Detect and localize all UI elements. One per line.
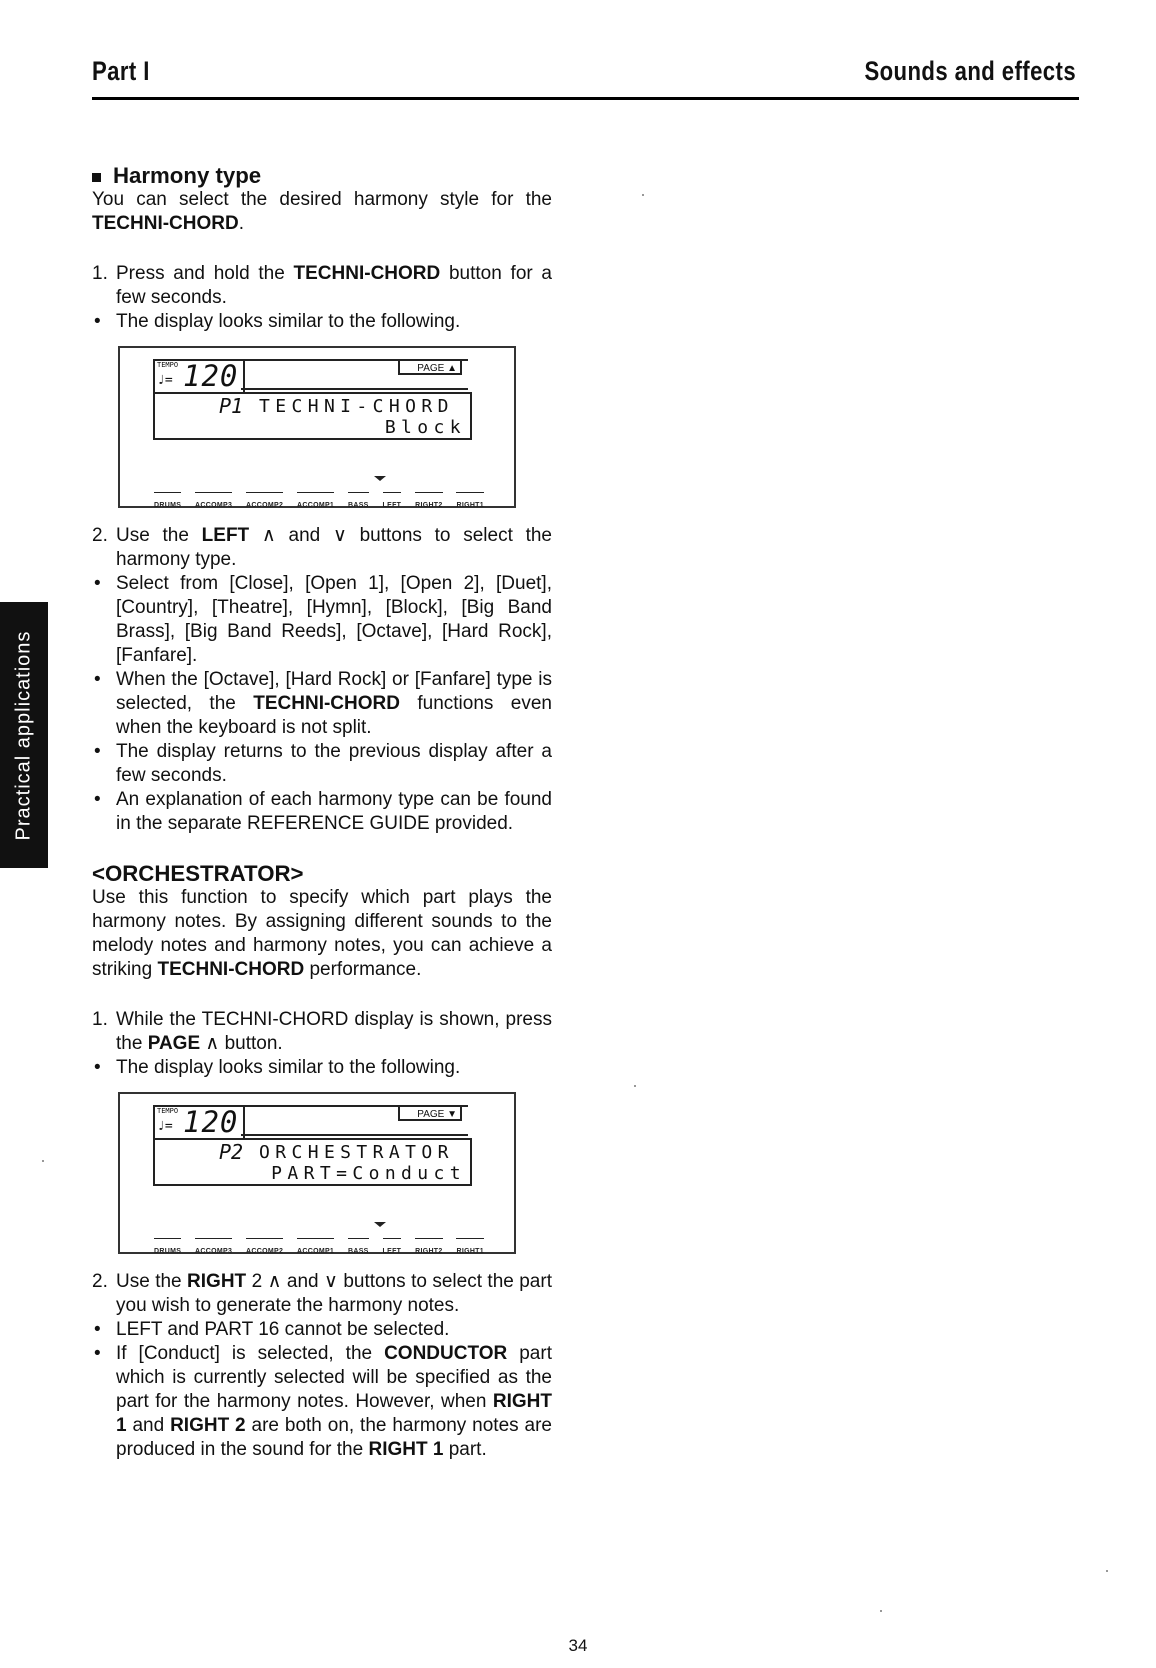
- tempo-value: 120: [183, 1105, 239, 1139]
- tempo-box: [153, 359, 245, 394]
- indicator-label: ACCOMP1: [297, 1238, 334, 1264]
- side-tab: [0, 602, 48, 868]
- indicator-label: RIGHT2: [415, 1238, 442, 1264]
- indicator-label: RIGHT1: [456, 1238, 483, 1264]
- harmony-type-title: Harmony type: [113, 163, 262, 188]
- harmony-bullet: • Select from [Close], [Open 1], [Open 2], [Duet], [Country], [Theatre], [Hymn], [Block], [Big Band Brass], [Big Band Reeds], [Octave], [Hard Rock], [Fanfare].: [92, 572, 552, 668]
- orchestrator-bullet: • If [Conduct] is selected, the CONDUCTOR part which is currently selected will be specified as the part for the harmony notes. However, when RIGHT 1 and RIGHT 2 are both on, the harmony notes are produced in the sound for the RIGHT 1 part.: [92, 1342, 552, 1462]
- scan-speck: [42, 1160, 44, 1162]
- indicator-label: LEFT: [383, 1238, 402, 1264]
- step-number: 1.: [92, 1009, 108, 1030]
- harmony-bullet: • An explanation of each harmony type can be found in the separate REFERENCE GUIDE provided.: [92, 788, 552, 836]
- scan-speck: [634, 1085, 636, 1087]
- step-number: 1.: [92, 263, 108, 284]
- indicator-label: ACCOMP2: [246, 1238, 283, 1264]
- orchestrator-heading: <ORCHESTRATOR>: [92, 861, 304, 886]
- down-arrow-icon: [374, 1222, 386, 1227]
- step-number: 2.: [92, 1271, 108, 1292]
- tempo-label: TEMPO: [157, 361, 179, 369]
- harmony-intro: You can select the desired harmony style for the TECHNI-CHORD.: [92, 189, 552, 234]
- orchestrator-step-2: 2. Use the RIGHT 2 ∧ and ∨ buttons to select the part you wish to generate the harmony notes.: [92, 1271, 552, 1316]
- scan-speck: [880, 1610, 882, 1612]
- header-divider: [92, 97, 1079, 100]
- harmony-type-section: [92, 164, 552, 836]
- lcd-message-box: [153, 392, 472, 440]
- indicator-label: BASS: [348, 492, 369, 518]
- harmony-bullet: • The display returns to the previous display after a few seconds.: [92, 740, 552, 788]
- indicator-label: DRUMS: [154, 492, 181, 518]
- lcd-line-1: TECHNI-CHORD: [259, 396, 454, 417]
- indicator-label: LEFT: [383, 492, 402, 518]
- indicator-label: ACCOMP2: [246, 492, 283, 518]
- orchestrator-intro: Use this function to specify which part plays the harmony notes. By assigning different sounds to the melody notes and harmony notes, you can achieve a striking TECHNI-CHORD performance.: [92, 887, 552, 980]
- harmony-bullet: • When the [Octave], [Hard Rock] or [Fanfare] type is selected, the TECHNI-CHORD functions even when the keyboard is not split.: [92, 668, 552, 740]
- indicator-label: ACCOMP3: [195, 492, 232, 518]
- indicator-label: RIGHT1: [456, 492, 483, 518]
- orchestrator-section: [92, 862, 552, 1462]
- indicator-label: DRUMS: [154, 1238, 181, 1264]
- lcd-page-number: P2: [219, 1140, 244, 1164]
- down-arrow-icon: [374, 476, 386, 481]
- lcd-display-orchestrator: [118, 1092, 516, 1254]
- orchestrator-bullet: • LEFT and PART 16 cannot be selected.: [92, 1318, 552, 1342]
- indicator-label: RIGHT2: [415, 492, 442, 518]
- indicator-label: ACCOMP1: [297, 492, 334, 518]
- harmony-type-heading: [92, 164, 552, 188]
- orchestrator-display-note: • The display looks similar to the following.: [92, 1056, 552, 1080]
- lcd-display-techni-chord: [118, 346, 516, 508]
- square-bullet-icon: [92, 173, 101, 182]
- tempo-value: 120: [183, 359, 239, 393]
- page-indicator: PAGE ▲: [398, 359, 462, 375]
- lcd-line-2: PART=Conduct: [271, 1163, 466, 1184]
- lcd-indicator-row: [154, 1238, 484, 1264]
- harmony-step-2: 2. Use the LEFT ∧ and ∨ buttons to select the harmony type.: [92, 525, 553, 570]
- main-column: [92, 164, 552, 1462]
- lcd-page-number: P1: [219, 394, 244, 418]
- harmony-step-1: 1. Press and hold the TECHNI-CHORD button for a few seconds.: [92, 263, 553, 308]
- scan-speck: [642, 194, 644, 196]
- lcd-indicator-row: [154, 492, 484, 518]
- tempo-box: [153, 1105, 245, 1140]
- tempo-note-icon: ♩=: [157, 1119, 173, 1134]
- harmony-display-note: • The display looks similar to the following.: [92, 310, 552, 334]
- lcd-message-box: [153, 1138, 472, 1186]
- orchestrator-step-1: 1. While the TECHNI-CHORD display is shown, press the PAGE ∧ button.: [92, 1009, 552, 1054]
- tempo-note-icon: ♩=: [157, 373, 173, 388]
- lcd-line-2: Block: [384, 417, 466, 438]
- tempo-label: TEMPO: [157, 1107, 179, 1115]
- lcd-line-1: ORCHESTRATOR: [259, 1142, 454, 1163]
- indicator-label: ACCOMP3: [195, 1238, 232, 1264]
- step-number: 2.: [92, 525, 108, 546]
- indicator-label: BASS: [348, 1238, 369, 1264]
- page-number: 34: [568, 1636, 588, 1655]
- scan-speck: [1106, 1570, 1108, 1572]
- header-section-title: Sounds and effects: [864, 56, 1076, 86]
- side-tab-label: Practical applications: [12, 630, 35, 840]
- page-indicator: PAGE ▼: [398, 1105, 462, 1121]
- header-part-label: Part I: [92, 56, 150, 86]
